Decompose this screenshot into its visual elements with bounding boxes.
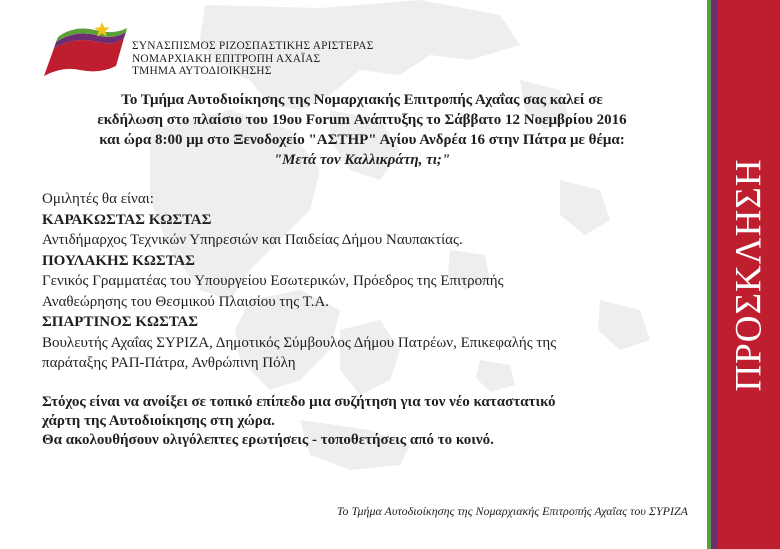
purple-stripe [711,0,718,549]
speaker-role: παράταξης ΡΑΠ-Πάτρα, Ανθρώπινη Πόλη [42,355,296,371]
goal-line: Στόχος είναι να ανοίξει σε τοπικό επίπεδο μια συζήτηση για τον νέο καταστατικό [42,393,556,410]
organization-name [132,40,374,78]
invitation-body [42,90,682,450]
speakers-heading: Ομιλητές θα είναι: [42,191,154,207]
event-theme: "Μετά τον Καλλικράτη, τι;" [273,152,451,168]
speaker-role: Βουλευτής Αχαΐας ΣΥΡΙΖΑ, Δημοτικός Σύμβουλος Δήμου Πατρέων, Επικεφαλής της [42,334,557,351]
signature-footer: Το Τμήμα Αυτοδιοίκησης της Νομαρχιακής Επιτροπής Αχαΐας του ΣΥΡΙΖΑ [336,504,688,518]
goal-line: Θα ακολουθήσουν ολιγόλεπτες ερωτήσεις - τοποθετήσεις από το κοινό. [42,431,494,448]
org-line: ΝΟΜΑΡΧΙΑΚΗ ΕΠΙΤΡΟΠΗ ΑΧΑΪΑΣ [132,52,321,65]
party-logo [40,20,128,88]
speaker-name: ΚΑΡΑΚΩΣΤΑΣ ΚΩΣΤΑΣ [42,211,212,228]
speakers-section [42,189,682,374]
intro-paragraph [42,90,682,170]
goal-paragraph [42,393,682,450]
org-line: ΤΜΗΜΑ ΑΥΤΟΔΙΟΙΚΗΣΗΣ [132,65,272,78]
speaker-role: Αντιδήμαρχος Τεχνικών Υπηρεσιών και Παιδείας Δήμου Ναυπακτίας. [42,232,463,248]
speaker-name: ΠΟΥΛΑΚΗΣ ΚΩΣΤΑΣ [42,252,195,269]
intro-line: και ώρα 8:00 μμ στο Ξενοδοχείο "ΑΣΤΗΡ" Αγίου Ανδρέα 16 στην Πάτρα με θέμα: [99,132,625,148]
intro-line: εκδήλωση στο πλαίσιο του 19ου Forum Ανάπτυξης το Σάββατο 12 Νοεμβρίου 2016 [97,112,627,128]
speaker-role: Αναθεώρησης του Θεσμικού Πλαισίου της Τ.Α. [42,293,330,310]
invitation-label-container [718,0,780,549]
speaker-role: Γενικός Γραμματέας του Υπουργείου Εσωτερικών, Πρόεδρος της Επιτροπής [42,273,504,289]
speaker-name: ΣΠΑΡΤΙΝΟΣ ΚΩΣΤΑΣ [42,314,199,330]
invitation-label: ΠΡΟΣΚΛΗΣΗ [728,157,770,392]
org-line: ΣΥΝΑΣΠΙΣΜΟΣ ΡΙΖΟΣΠΑΣΤΙΚΗΣ ΑΡΙΣΤΕΡΑΣ [132,40,374,52]
goal-line: χάρτη της Αυτοδιοίκησης στη χώρα. [42,412,275,429]
intro-line: Το Τμήμα Αυτοδιοίκησης της Νομαρχιακής Επιτροπής Αχαΐας σας καλεί σε [121,92,603,108]
